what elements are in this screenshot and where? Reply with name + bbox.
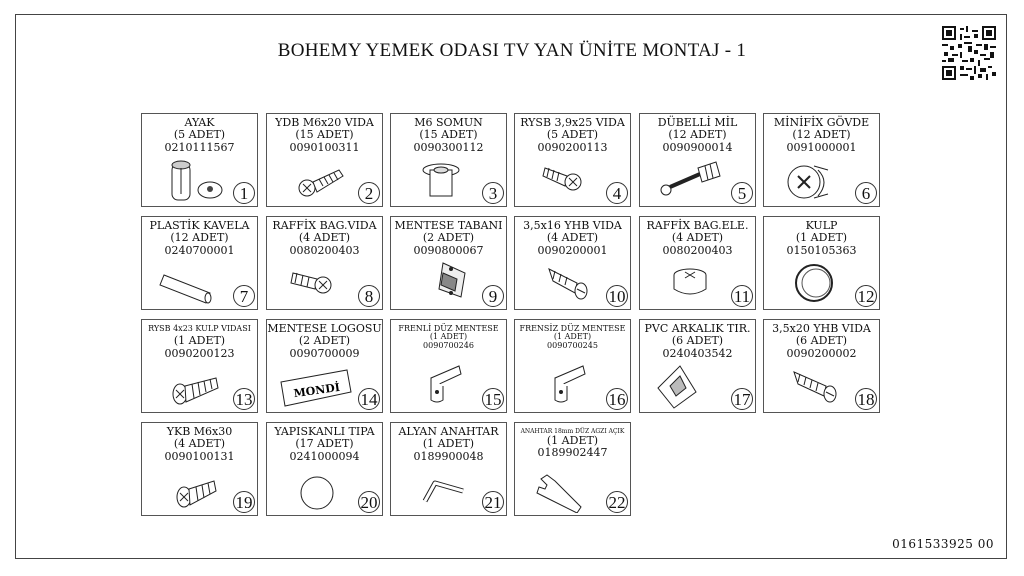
part-code: 0189900048 <box>413 450 484 463</box>
part-quantity: (1 ADET) <box>429 332 468 341</box>
part-9 <box>390 216 507 310</box>
hinge-base-icon <box>401 259 481 307</box>
part-name: RYSB 4x23 KULP VIDASI <box>148 324 251 333</box>
part-number: 4 <box>606 182 628 204</box>
foot-icon <box>152 156 232 204</box>
part-22 <box>514 422 631 516</box>
part-code: 0090700009 <box>289 347 360 360</box>
part-number: 19 <box>233 491 255 513</box>
part-quantity: (17 ADET) <box>295 437 354 450</box>
part-number: 2 <box>358 182 380 204</box>
part-code: 0091000001 <box>786 141 857 154</box>
part-12 <box>763 216 880 310</box>
part-code: 0090200113 <box>537 141 608 154</box>
part-quantity: (12 ADET) <box>170 231 229 244</box>
part-14 <box>266 319 383 413</box>
document-number: 0161533925 00 <box>892 537 994 551</box>
part-number: 16 <box>606 388 628 410</box>
wrench-icon <box>525 465 605 513</box>
part-20 <box>266 422 383 516</box>
part-4 <box>514 113 631 207</box>
part-quantity: (4 ADET) <box>298 231 351 244</box>
hinge-icon <box>401 362 481 410</box>
part-16 <box>514 319 631 413</box>
part-code: 0241000094 <box>289 450 360 463</box>
part-code: 0210111567 <box>164 141 235 154</box>
part-quantity: (15 ADET) <box>295 128 354 141</box>
part-18 <box>763 319 880 413</box>
part-19 <box>141 422 258 516</box>
part-name: ALYAN ANAHTAR <box>398 425 499 438</box>
part-code: 0090800067 <box>413 244 484 257</box>
part-17 <box>639 319 756 413</box>
part-code: 0090700245 <box>547 341 598 350</box>
part-code: 0090900014 <box>662 141 733 154</box>
part-quantity: (5 ADET) <box>546 128 599 141</box>
part-number: 3 <box>482 182 504 204</box>
part-3 <box>390 113 507 207</box>
part-name: PLASTİK KAVELA <box>149 219 250 232</box>
screw-icon <box>152 465 232 513</box>
part-code: 0189902447 <box>537 446 608 459</box>
part-code: 0090200002 <box>786 347 857 360</box>
part-code: 0090200001 <box>537 244 608 257</box>
part-number: 11 <box>731 285 753 307</box>
screw-icon <box>277 259 357 307</box>
dowel-shaft-icon <box>650 156 730 204</box>
part-quantity: (12 ADET) <box>668 128 727 141</box>
part-number: 9 <box>482 285 504 307</box>
part-code: 0080200403 <box>289 244 360 257</box>
part-name: KULP <box>805 219 838 232</box>
part-name: 3,5x16 YHB VIDA <box>523 219 622 232</box>
part-code: 0240403542 <box>662 347 733 360</box>
wood-screw-icon <box>774 362 854 410</box>
part-8 <box>266 216 383 310</box>
part-quantity: (1 ADET) <box>553 332 592 341</box>
part-quantity: (1 ADET) <box>173 334 226 347</box>
part-number: 13 <box>233 388 255 410</box>
part-code: 0090100131 <box>164 450 235 463</box>
raffix-connector-icon <box>650 259 730 307</box>
part-quantity: (4 ADET) <box>173 437 226 450</box>
part-name: RAFFİX BAG.VIDA <box>272 219 377 232</box>
part-number: 6 <box>855 182 877 204</box>
nut-icon <box>401 156 481 204</box>
allen-key-icon <box>401 465 481 513</box>
part-code: 0080200403 <box>662 244 733 257</box>
screw-icon <box>525 156 605 204</box>
part-name: MENTESE LOGOSU <box>267 322 382 335</box>
part-quantity: (1 ADET) <box>546 434 599 447</box>
part-code: 0090200123 <box>164 347 235 360</box>
part-quantity: (15 ADET) <box>419 128 478 141</box>
part-number: 22 <box>606 491 628 513</box>
part-name: PVC ARKALIK TIR. <box>644 322 751 335</box>
part-quantity: (6 ADET) <box>671 334 724 347</box>
back-panel-clip-icon <box>650 362 730 410</box>
part-number: 14 <box>358 388 380 410</box>
part-name: MİNİFİX GÖVDE <box>773 116 870 129</box>
part-number: 7 <box>233 285 255 307</box>
part-quantity: (2 ADET) <box>422 231 475 244</box>
part-name: M6 SOMUN <box>414 116 483 129</box>
part-name: YDB M6x20 VIDA <box>275 116 374 129</box>
part-name: RAFFİX BAG.ELE. <box>646 219 749 232</box>
part-name: ANAHTAR 18mm DÜZ AGZI AÇIK <box>520 428 625 435</box>
part-name: AYAK <box>184 116 215 129</box>
screw-icon <box>152 362 232 410</box>
part-10 <box>514 216 631 310</box>
part-5 <box>639 113 756 207</box>
part-quantity: (5 ADET) <box>173 128 226 141</box>
part-code: 0090100311 <box>289 141 360 154</box>
part-number: 18 <box>855 388 877 410</box>
part-code: 0240700001 <box>164 244 235 257</box>
minifix-body-icon <box>774 156 854 204</box>
part-name: 3,5x20 YHB VIDA <box>772 322 871 335</box>
part-quantity: (2 ADET) <box>298 334 351 347</box>
part-name: MENTESE TABANI <box>394 219 503 232</box>
knob-icon <box>774 259 854 307</box>
wood-screw-icon <box>525 259 605 307</box>
part-number: 10 <box>606 285 628 307</box>
page-title: BOHEMY YEMEK ODASI TV YAN ÜNİTE MONTAJ - 1 <box>277 40 747 61</box>
part-7 <box>141 216 258 310</box>
part-quantity: (4 ADET) <box>671 231 724 244</box>
part-number: 12 <box>855 285 877 307</box>
dowel-icon <box>152 259 232 307</box>
part-21 <box>390 422 507 516</box>
part-code: 0150105363 <box>786 244 857 257</box>
part-name: YKB M6x30 <box>166 425 233 438</box>
part-number: 5 <box>731 182 753 204</box>
qr-code-icon <box>942 26 996 80</box>
part-quantity: (1 ADET) <box>422 437 475 450</box>
part-6 <box>763 113 880 207</box>
logo-text: MONDİ <box>292 380 341 401</box>
cap-icon <box>277 465 357 513</box>
part-quantity: (12 ADET) <box>792 128 851 141</box>
part-name: YAPISKANLI TIPA <box>274 425 375 438</box>
part-1 <box>141 113 258 207</box>
part-number: 17 <box>731 388 753 410</box>
part-name: FRENLİ DÜZ MENTESE <box>398 324 499 333</box>
part-quantity: (4 ADET) <box>546 231 599 244</box>
part-number: 1 <box>233 182 255 204</box>
part-name: DÜBELLİ MİL <box>657 116 738 129</box>
screw-icon <box>277 156 357 204</box>
part-13 <box>141 319 258 413</box>
part-name: RYSB 3,9x25 VIDA <box>520 116 625 129</box>
part-number: 20 <box>358 491 380 513</box>
logo-plate-icon <box>277 362 357 410</box>
part-name: FRENSİZ DÜZ MENTESE <box>519 324 626 333</box>
part-2 <box>266 113 383 207</box>
hinge-icon <box>525 362 605 410</box>
part-11 <box>639 216 756 310</box>
part-quantity: (6 ADET) <box>795 334 848 347</box>
part-code: 0090300112 <box>413 141 484 154</box>
part-number: 15 <box>482 388 504 410</box>
part-number: 21 <box>482 491 504 513</box>
part-15 <box>390 319 507 413</box>
part-number: 8 <box>358 285 380 307</box>
part-code: 0090700246 <box>423 341 474 350</box>
part-quantity: (1 ADET) <box>795 231 848 244</box>
